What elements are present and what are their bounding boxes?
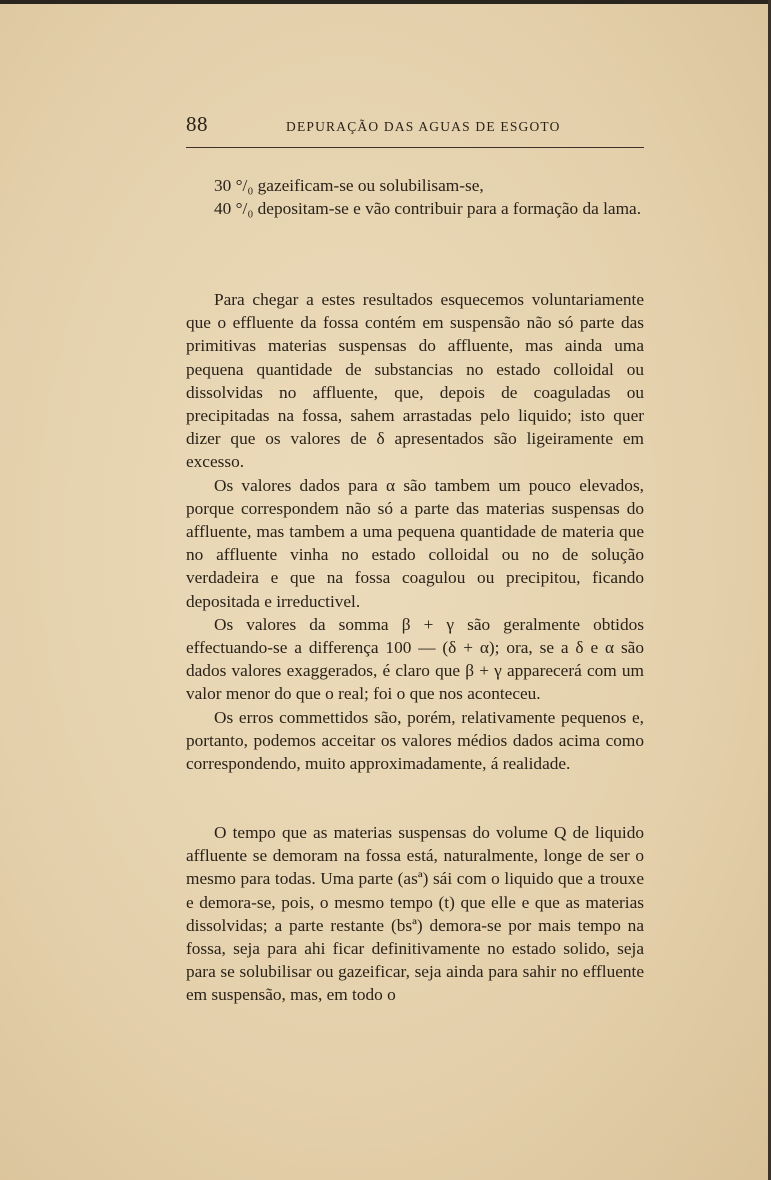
text-block-percentages <box>186 174 644 220</box>
text-block-discussion <box>186 288 644 775</box>
paragraph: O tempo que as materias suspensas do volume Q de liquido affluente se demoram na fossa está, naturalmente, longe de ser o mesmo para todas. Uma parte (asª) sái com o liquido que a trouxe e demora-se, pois, o mesmo tempo (t) que elle e que as materias dissolvidas; a parte restante (bsª) demora-se por mais tempo na fossa, seja para ahi ficar definitivamente no estado solido, seja para se solubilisar ou gazeificar, seja ainda para sahir no effluente em suspensão, mas, em todo o <box>186 823 644 1005</box>
page-header <box>186 112 644 148</box>
paragraph: 40 °/₀ depositam-se e vão contribuir para a formação da lama. <box>214 199 642 219</box>
paragraph: 30 °/₀ gazeificam-se ou solubilisam-se, <box>214 176 484 195</box>
text-block-retention-time <box>186 821 644 1007</box>
paragraph: Os valores dados para α são tambem um pouco elevados, porque correspondem não só a parte das materias suspensas do affluente, mas tambem a uma pequena quantidade de materia que no affluente vinha no estado colloidal ou no de solução verdadeira e que na fossa coagulou ou precipitou, ficando depositada e irreductivel. <box>186 475 644 611</box>
paragraph: Os valores da somma β + γ são geralmente obtidos effectuando-se a differença 100 — (δ + α); ora, se a δ e α são dados valores exaggerados, é claro que β + γ apparecerá com um valor menor do que o real; foi o que nos aconteceu. <box>186 614 644 704</box>
paragraph: Para chegar a estes resultados esquecemos voluntariamente que o effluente da fossa contém em suspensão não só parte das primitivas materias suspensas do affluente, mas ainda uma pequena quantidade de substancias no estado colloidal ou dissolvidas no affluente, que, depois de coaguladas ou precipitadas na fossa, sahem arrastadas pelo liquido; isto quer dizer que os valores de δ apresentados são ligeiramente em excesso. <box>186 290 644 472</box>
header-rule <box>186 147 644 148</box>
running-title: DEPURAÇÃO DAS AGUAS DE ESGOTO <box>286 119 561 134</box>
paragraph: Os erros commettidos são, porém, relativamente pequenos e, portanto, podemos acceitar os valores médios dados acima como correspondendo, muito approximadamente, á realidade. <box>186 707 644 774</box>
scan-top-edge <box>0 0 771 4</box>
page-number: 88 <box>186 112 208 136</box>
